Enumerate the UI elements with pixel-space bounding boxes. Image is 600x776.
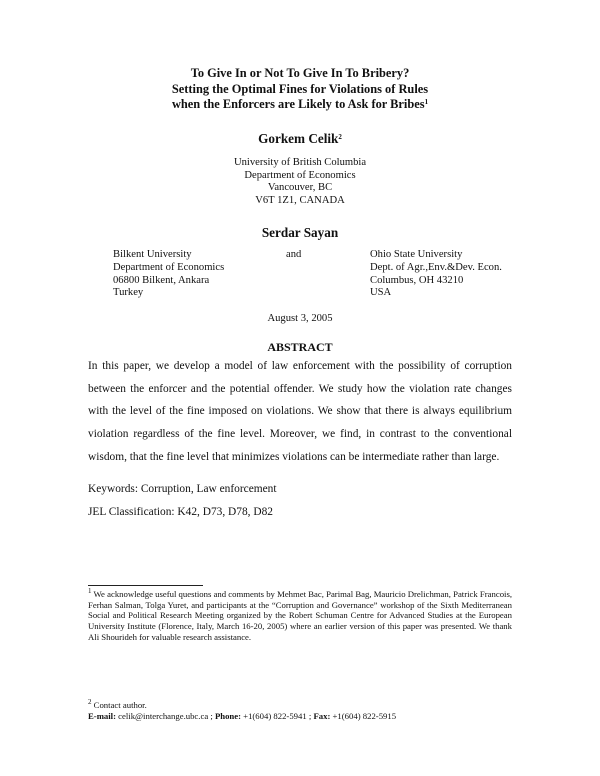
footnote-2-text: Contact author. (93, 700, 147, 710)
affiliation-line: Department of Economics (113, 261, 225, 273)
footnote-2 (88, 700, 512, 721)
abstract-heading: ABSTRACT (267, 340, 333, 354)
affiliation-line: Turkey (113, 287, 144, 299)
affiliation-line: USA (370, 287, 392, 299)
affiliation-line: Columbus, OH 43210 (370, 274, 464, 286)
author-2-affiliation-left (113, 249, 224, 300)
affiliation-line: University of British Columbia (233, 157, 367, 168)
footnote-2-marker: 2 (338, 133, 342, 141)
affiliation-line: V6T 1Z1, CANADA (255, 195, 345, 207)
paper-title (0, 66, 600, 113)
affiliation-joiner: and (286, 249, 302, 260)
title-line-3: when the Enforcers are Likely to Ask for Bribes$^1$ (171, 97, 429, 111)
phone-label: Phone: (214, 710, 241, 721)
footnote-divider (88, 585, 203, 586)
author-1-affiliation (0, 157, 600, 208)
contact-line (88, 711, 512, 722)
affiliation-line: Vancouver, BC (267, 182, 333, 194)
author-2-affiliation-right (370, 249, 502, 300)
footnote-1-text: We acknowledge useful questions and comments by Mehmet Bac, Parimal Bag, Mauricio Drelichman, Patrick Francois, Ferhan Salman, Tolga Yuret, and participants at the “Corruption and Governance” workshop of the Sixth Mediterranean Social and Political Research Meeting organized by the Robert Schuman Centre for Advanced Studies at the European University Institute (Florence, Italy, March 16-20, 2005) where an earlier version of this paper was presented. We thank Ali Shourideh for valuable research assistance. (88, 589, 513, 642)
affiliation-line: Ohio State University (370, 249, 463, 260)
abstract-text: In this paper, we develop a model of law enforcement with the possibility of corruption between the enforcer and the potential offender. We study how the violation rate changes with the level of the fine imposed on violations. We show that there is always equilibrium violation regardless of the fine level. Moreover, we find, in contrast to the conventional wisdom, that the fine level that minimizes violations can be intermediate rather than large. (88, 360, 512, 463)
affiliation-line: Bilkent University (113, 249, 192, 260)
abstract-keywords-block (88, 478, 277, 523)
jel-classification: JEL Classification: K42, D73, D78, D82 (88, 505, 273, 518)
author-2-name: Serdar Sayan (261, 225, 339, 240)
footnote-1-number: 1 (88, 587, 92, 595)
phone-number: +1(604) 822-5941 ; (243, 710, 312, 721)
title-line-1: To Give In or Not To Give In To Bribery? (190, 66, 410, 80)
affiliation-line: Dept. of Agr.,Env.&Dev. Econ. (370, 261, 502, 273)
fax-number: +1(604) 822-5915 (332, 710, 397, 721)
email-address[interactable]: celik@interchange.ubc.ca ; (118, 710, 213, 721)
footnote-2-number: 2 (88, 698, 92, 706)
footnote-1 (88, 589, 512, 643)
affiliation-line: 06800 Bilkent, Ankara (113, 274, 210, 286)
footnote-1-marker: 1 (424, 98, 429, 106)
author-1-name: Gorkem Celik$^2$ (258, 131, 342, 146)
keywords: Keywords: Corruption, Law enforcement (88, 483, 277, 495)
fax-label: Fax: (313, 710, 331, 721)
title-line-2: Setting the Optimal Fines for Violations of Rules (171, 81, 429, 96)
paper-date: August 3, 2005 (267, 313, 333, 324)
email-label: E-mail: (88, 710, 116, 721)
affiliation-line: Department of Economics (244, 169, 356, 181)
